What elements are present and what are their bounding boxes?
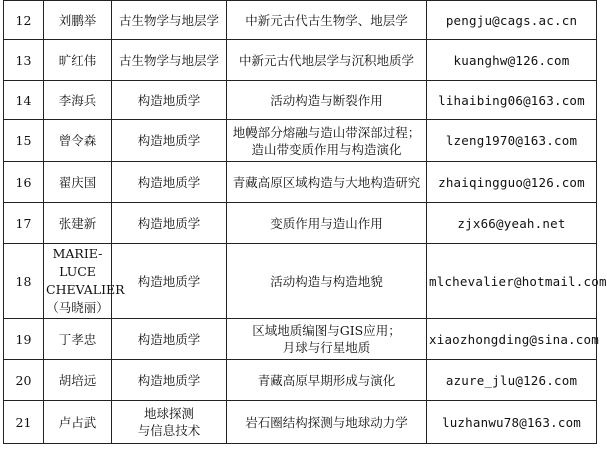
discipline-cell: [112, 401, 227, 444]
name-cell: [44, 360, 112, 401]
email-cell: kuanghw@126.com: [427, 40, 597, 81]
discipline-cell: [112, 162, 227, 203]
name-cell: [44, 120, 112, 162]
discipline-cell-line: 构造地质学: [137, 331, 201, 347]
discipline-cell: [112, 40, 227, 81]
research-topic-cell-line: 月球与行星地质: [282, 340, 371, 355]
discipline-cell: [112, 319, 227, 360]
research-topic-cell: [227, 203, 427, 244]
table-row: [4, 401, 597, 444]
email-cell: zhaiqingguo@126.com: [427, 162, 597, 203]
research-topic-cell-line: 变质作用与造山作用: [270, 215, 383, 231]
name-cell-line: 胡培远: [58, 372, 97, 388]
name-cell-line: CHEVALIER: [46, 282, 125, 297]
row-number-cell: 16: [4, 162, 44, 203]
research-topic-cell-line: 活动构造与构造地貌: [270, 273, 383, 289]
name-cell-line: 张建新: [58, 215, 97, 231]
research-topic-cell: [227, 162, 427, 203]
discipline-cell-line: 构造地质学: [137, 92, 201, 108]
discipline-cell: [112, 81, 227, 120]
name-cell: [44, 81, 112, 120]
research-topic-cell-line: 中新元古代古生物学、地层学: [245, 12, 408, 28]
name-cell-line: LUCE: [59, 264, 96, 279]
discipline-cell-line: 古生物学与地层学: [118, 52, 219, 68]
discipline-cell: [112, 203, 227, 244]
email-cell: luzhanwu78@163.com: [427, 401, 597, 444]
email-cell: xiaozhongding@sina.com: [427, 319, 597, 360]
research-topic-cell-line: 地幔部分熔融与造山带深部过程；: [232, 124, 421, 140]
name-cell-line: （马晓丽）: [46, 300, 109, 315]
name-cell: [44, 162, 112, 203]
table-row: [4, 81, 597, 120]
discipline-cell-line: 与信息技术: [137, 423, 201, 438]
table-row: [4, 319, 597, 360]
table-row: [4, 162, 597, 203]
research-topic-cell: [227, 81, 427, 120]
research-topic-cell: [227, 244, 427, 319]
name-cell-line: 曾令森: [58, 133, 97, 148]
discipline-cell: [112, 360, 227, 401]
research-topic-cell: [227, 319, 427, 360]
row-number-cell: 17: [4, 203, 44, 244]
name-cell-line: 丁孝忠: [58, 331, 97, 347]
table-row: [4, 120, 597, 162]
table-row: [4, 203, 597, 244]
discipline-cell-line: 构造地质学: [137, 215, 201, 231]
table-row: [4, 244, 597, 319]
research-topic-cell: [227, 401, 427, 444]
research-topic-cell-line: 中新元古代地层学与沉积地质学: [238, 52, 414, 68]
name-cell-line: 卢占武: [58, 414, 97, 430]
row-number-cell: 12: [4, 1, 44, 40]
discipline-cell: [112, 1, 227, 40]
email-cell: azure_jlu@126.com: [427, 360, 597, 401]
research-topic-cell-line: 造山带变质作用与构造演化: [251, 141, 402, 157]
research-topic-cell-line: 区域地质编图与GIS应用；: [252, 323, 401, 338]
row-number-cell: 21: [4, 401, 44, 444]
table-body: [4, 1, 607, 444]
name-cell: [44, 203, 112, 244]
name-cell-line: 旷红伟: [58, 52, 97, 68]
name-cell-line: 刘鹏举: [58, 12, 97, 28]
discipline-cell: [112, 244, 227, 319]
discipline-cell-line: 构造地质学: [137, 133, 201, 148]
discipline-cell-line: 构造地质学: [137, 273, 201, 289]
discipline-cell-line: 构造地质学: [137, 372, 201, 388]
research-topic-cell: [227, 40, 427, 81]
research-topic-cell-line: 青藏高原区域构造与大地构造研究: [232, 174, 421, 190]
table-row: [4, 1, 597, 40]
research-topic-cell-line: 活动构造与断裂作用: [270, 92, 383, 108]
email-cell: pengju@cags.ac.cn: [427, 1, 597, 40]
email-cell: lzeng1970@163.com: [427, 120, 597, 162]
name-cell-line: 李海兵: [58, 92, 97, 108]
discipline-cell: [112, 120, 227, 162]
row-number-cell: 19: [4, 319, 44, 360]
row-number-cell: 13: [4, 40, 44, 81]
research-topic-cell-line: 岩石圈结构探测与地球动力学: [245, 414, 408, 430]
row-number-cell: 20: [4, 360, 44, 401]
table-row: [4, 40, 597, 81]
discipline-cell-line: 构造地质学: [137, 174, 201, 190]
discipline-cell-line: 古生物学与地层学: [118, 12, 219, 28]
personnel-table: [3, 0, 607, 444]
research-topic-cell: [227, 1, 427, 40]
email-cell: zjx66@yeah.net: [427, 203, 597, 244]
name-cell: [44, 401, 112, 444]
table-row: [4, 360, 597, 401]
name-cell-line: 翟庆国: [58, 174, 97, 190]
research-topic-cell: [227, 360, 427, 401]
row-number-cell: 18: [4, 244, 44, 319]
name-cell-line: MARIE-: [52, 246, 103, 261]
email-cell: lihaibing06@163.com: [427, 81, 597, 120]
name-cell: [44, 244, 125, 319]
name-cell: [44, 319, 112, 360]
email-cell: mlchevalier@hotmail.com: [427, 244, 597, 319]
research-topic-cell: [227, 120, 427, 162]
name-cell: [44, 1, 112, 40]
row-number-cell: 15: [4, 120, 44, 162]
research-topic-cell-line: 青藏高原早期形成与演化: [257, 372, 396, 388]
name-cell: [44, 40, 112, 81]
discipline-cell-line: 地球探测: [143, 406, 194, 421]
row-number-cell: 14: [4, 81, 44, 120]
